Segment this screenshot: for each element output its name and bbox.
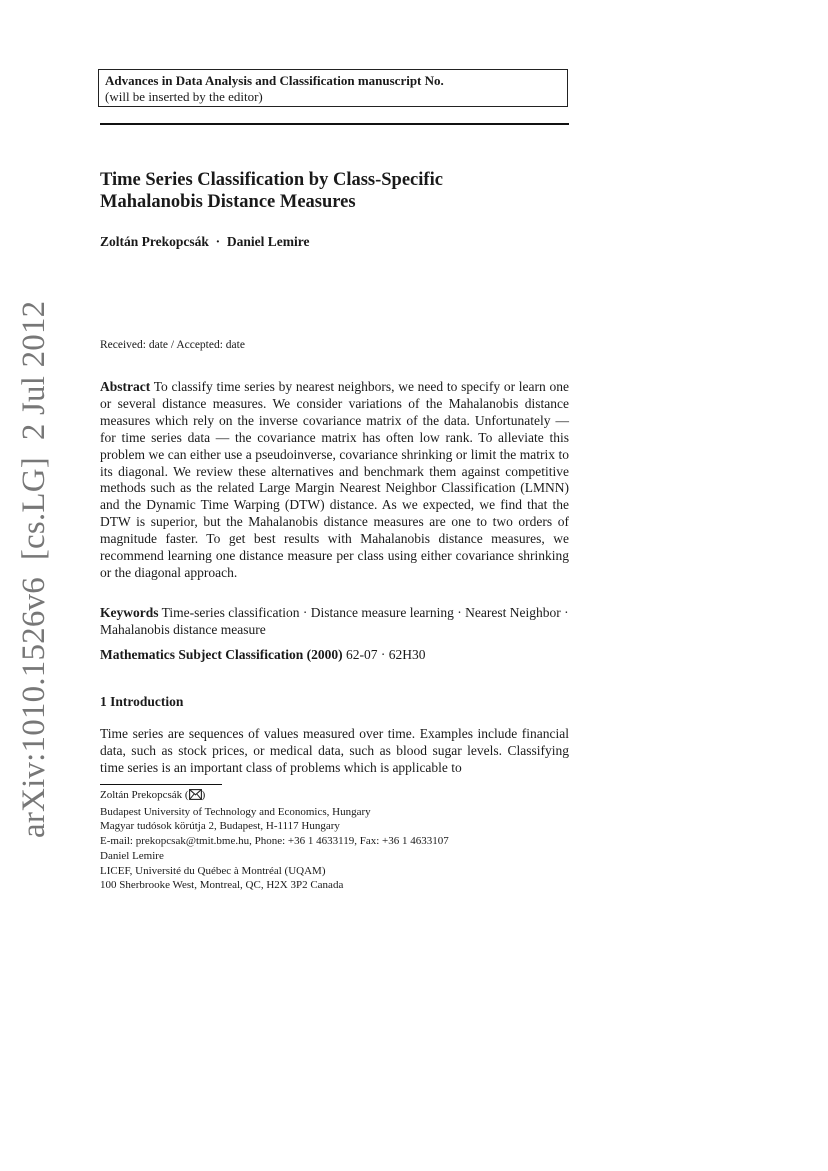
subject-classification-codes: 62-07 · 62H30: [345, 647, 426, 662]
footnote-author-name: Daniel Lemire: [100, 850, 164, 862]
section-heading-introduction: 1 Introduction: [100, 694, 184, 709]
footnote-address: Magyar tudósok körútja 2, Budapest, H-1117 Hungary: [100, 820, 340, 833]
arxiv-identifier-stamp: arXiv:1010.1526v6 [cs.LG] 2 Jul 2012: [16, 300, 52, 838]
journal-header-box: [98, 69, 568, 107]
envelope-icon: [189, 789, 202, 805]
subject-classification-label: Mathematics Subject Classification (2000): [100, 647, 343, 662]
keywords-text: Time-series classification · Distance measure learning · Nearest Neighbor · Mahalanobis distance measure: [100, 605, 569, 637]
abstract-text: To classify time series by nearest neighbors, we need to specify or learn one or several distance measures. We consider variations of the Mahalanobis distance measures which rely on the inverse covariance matrix of the data. Unfortunately — for time series data — the covariance matrix has often low rank. To alleviate this problem we can either use a pseudoinverse, covariance shrinking or limit the matrix to its diagonal. We review these alternatives and benchmark them against competitive methods such as the related Large Margin Nearest Neighbor Classification (LMNN) and the Dynamic Time Warping (DTW) distance. As we expected, we find that the DTW is superior, but the Mahalanobis distance measures are one to two orders of magnitude faster. To get best results with Mahalanobis distance measures, we recommend learning one distance measure per class using either covariance shrinking or the diagonal approach.: [100, 379, 569, 580]
journal-name: Advances in Data Analysis and Classification manuscript No.: [105, 73, 444, 88]
author-list: Zoltán Prekopcsák · Daniel Lemire: [100, 234, 310, 249]
subject-classification: [100, 647, 569, 664]
footnote-author-name-line: [100, 788, 569, 805]
paper-title-line-2: Mahalanobis Distance Measures: [100, 192, 356, 212]
paper-title: [100, 169, 570, 213]
keywords: [100, 605, 569, 639]
received-accepted-dates: Received: date / Accepted: date: [100, 339, 245, 351]
footnote-rule: [100, 784, 222, 785]
abstract-label: Abstract: [100, 379, 151, 394]
footnote-address: 100 Sherbrooke West, Montreal, QC, H2X 3P2 Canada: [100, 879, 344, 892]
header-rule: [100, 123, 569, 125]
author-footnote-lemire: [100, 849, 569, 893]
footnote-author-name: Zoltán Prekopcsák (: [100, 789, 189, 801]
paper-title-line-1: Time Series Classification by Class-Specific: [100, 170, 443, 190]
author-footnote-prekopcsak: [100, 788, 569, 848]
footnote-author-name-close: ): [201, 789, 206, 801]
introduction-paragraph: Time series are sequences of values measured over time. Examples include financial data, such as stock prices, or medical data, such as blood sugar levels. Classifying time series is an important class of problems which is applicable to: [100, 726, 569, 775]
journal-editor-note: (will be inserted by the editor): [105, 89, 263, 104]
footnote-contact: E-mail: prekopcsak@tmit.bme.hu, Phone: +36 1 4633119, Fax: +36 1 4633107: [100, 834, 449, 847]
footnote-affiliation: Budapest University of Technology and Economics, Hungary: [100, 805, 371, 818]
footnote-affiliation: LICEF, Université du Québec à Montréal (UQAM): [100, 864, 326, 877]
abstract: [100, 379, 569, 582]
keywords-label: Keywords: [100, 605, 159, 620]
